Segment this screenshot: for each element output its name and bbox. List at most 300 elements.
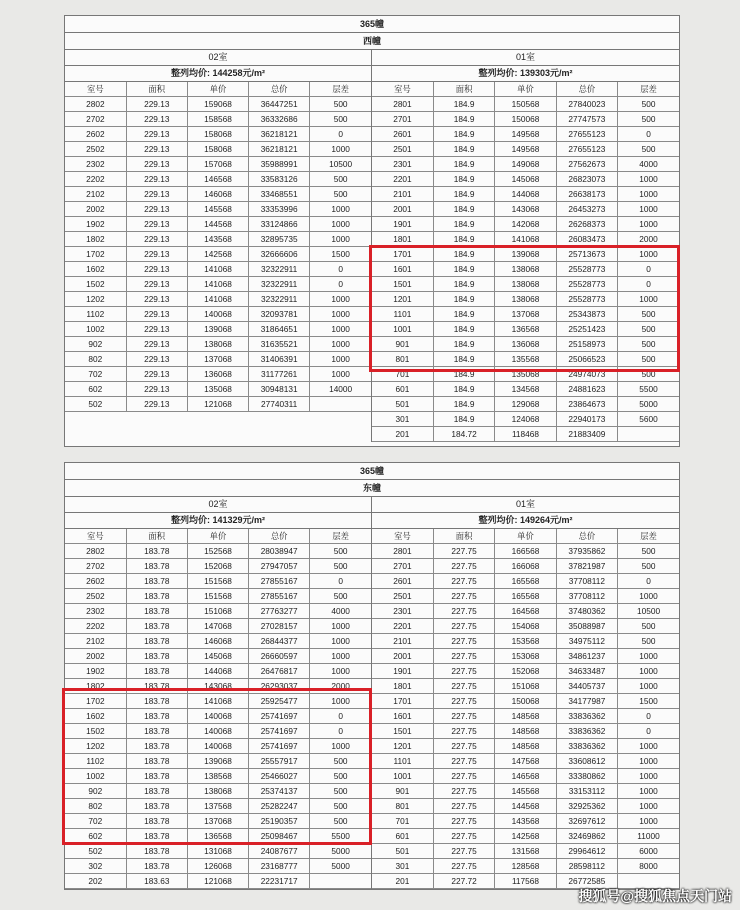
table-row	[372, 844, 679, 859]
cell: 137068	[495, 307, 556, 322]
table-row	[65, 664, 371, 679]
cell: 141068	[187, 277, 248, 292]
cell: 总价	[249, 82, 310, 97]
cell: 601	[372, 829, 433, 844]
cell: 36332686	[249, 112, 310, 127]
cell: 25741697	[249, 709, 310, 724]
cell: 701	[372, 367, 433, 382]
cell: 34405737	[556, 679, 617, 694]
cell: 229.13	[126, 217, 187, 232]
cell: 2101	[372, 634, 433, 649]
cell: 148568	[495, 739, 556, 754]
cell: 229.13	[126, 172, 187, 187]
cell: 25190357	[249, 814, 310, 829]
table-row	[372, 634, 679, 649]
cell: 142568	[495, 829, 556, 844]
cell: 227.75	[433, 799, 494, 814]
cell: 158068	[187, 142, 248, 157]
cell: 183.78	[126, 829, 187, 844]
cell: 室号	[372, 82, 433, 97]
cell: 1202	[65, 292, 126, 307]
cell: 184.9	[433, 292, 494, 307]
cell: 1801	[372, 232, 433, 247]
table-row	[65, 604, 371, 619]
cell: 500	[618, 352, 679, 367]
cell: 24974073	[556, 367, 617, 382]
cell: 500	[618, 367, 679, 382]
cell: 138068	[187, 337, 248, 352]
cell: 2802	[65, 97, 126, 112]
cell: 1000	[310, 634, 371, 649]
cell: 26453273	[556, 202, 617, 217]
table-row	[372, 814, 679, 829]
cell: 1000	[618, 202, 679, 217]
cell: 1801	[372, 679, 433, 694]
cell: 34633487	[556, 664, 617, 679]
table-row	[65, 337, 371, 352]
cell: 129068	[495, 397, 556, 412]
cell: 500	[310, 799, 371, 814]
table-row	[372, 664, 679, 679]
cell: 158068	[187, 127, 248, 142]
cell: 500	[310, 187, 371, 202]
cell: 138068	[495, 277, 556, 292]
cell: 1000	[618, 649, 679, 664]
table-row	[372, 172, 679, 187]
cell: 141068	[187, 292, 248, 307]
cell: 144068	[187, 664, 248, 679]
cell: 32895735	[249, 232, 310, 247]
cell: 1000	[618, 589, 679, 604]
cell: 25528773	[556, 277, 617, 292]
cell: 27747573	[556, 112, 617, 127]
cell: 150068	[495, 694, 556, 709]
cell: 138568	[187, 769, 248, 784]
cell: 901	[372, 337, 433, 352]
table-row	[372, 142, 679, 157]
cell: 1201	[372, 292, 433, 307]
cell: 35988991	[249, 157, 310, 172]
cell: 0	[618, 262, 679, 277]
cell: 32469862	[556, 829, 617, 844]
cell: 500	[310, 754, 371, 769]
cell: 26660597	[249, 649, 310, 664]
cell: 14000	[310, 382, 371, 397]
cell	[310, 397, 371, 412]
cell: 502	[65, 397, 126, 412]
table-row	[65, 262, 371, 277]
cell: 32322911	[249, 262, 310, 277]
cell: 601	[372, 382, 433, 397]
cell: 1702	[65, 694, 126, 709]
cell: 229.13	[126, 97, 187, 112]
cell: 183.78	[126, 619, 187, 634]
cell: 500	[618, 142, 679, 157]
cell: 室号	[65, 529, 126, 544]
cell: 229.13	[126, 157, 187, 172]
cell: 1000	[310, 619, 371, 634]
cell: 1000	[310, 664, 371, 679]
cell: 227.75	[433, 739, 494, 754]
cell: 1000	[618, 814, 679, 829]
table-row	[65, 634, 371, 649]
table-row	[372, 574, 679, 589]
cell: 25343873	[556, 307, 617, 322]
cell: 37708112	[556, 589, 617, 604]
cell: 33608612	[556, 754, 617, 769]
cell: 2502	[65, 142, 126, 157]
cell: 1500	[310, 247, 371, 262]
cell: 25528773	[556, 292, 617, 307]
cell: 229.13	[126, 292, 187, 307]
cell: 701	[372, 814, 433, 829]
cell: 150068	[495, 112, 556, 127]
cell: 25528773	[556, 262, 617, 277]
cell: 184.9	[433, 262, 494, 277]
cell: 184.9	[433, 142, 494, 157]
cell: 229.13	[126, 307, 187, 322]
cell: 164568	[495, 604, 556, 619]
cell: 33836362	[556, 709, 617, 724]
cell: 141068	[187, 694, 248, 709]
cell: 10500	[618, 604, 679, 619]
table-row	[65, 619, 371, 634]
cell: 184.9	[433, 127, 494, 142]
cell: 4000	[310, 604, 371, 619]
cell: 单价	[495, 529, 556, 544]
cell: 1500	[618, 694, 679, 709]
cell: 27655123	[556, 127, 617, 142]
cell: 24087677	[249, 844, 310, 859]
cell: 37480362	[556, 604, 617, 619]
cell: 229.13	[126, 127, 187, 142]
table-row	[65, 382, 371, 397]
cell: 室号	[65, 82, 126, 97]
cell: 602	[65, 382, 126, 397]
cell: 146568	[187, 172, 248, 187]
cell: 500	[618, 112, 679, 127]
cell: 1000	[310, 322, 371, 337]
cell: 层差	[310, 529, 371, 544]
cell: 183.78	[126, 784, 187, 799]
cell: 227.75	[433, 784, 494, 799]
cell: 1000	[618, 739, 679, 754]
cell: 5000	[310, 859, 371, 874]
cell: 157068	[187, 157, 248, 172]
cell: 25251423	[556, 322, 617, 337]
cell: 118468	[495, 427, 556, 442]
cell: 229.13	[126, 202, 187, 217]
cell: 183.78	[126, 859, 187, 874]
cell: 8000	[618, 859, 679, 874]
cell: 500	[310, 769, 371, 784]
cell: 32697612	[556, 814, 617, 829]
price-table	[372, 529, 679, 889]
cell: 26638173	[556, 187, 617, 202]
cell: 2202	[65, 172, 126, 187]
cell: 单价	[187, 529, 248, 544]
cell: 2802	[65, 544, 126, 559]
cell: 33353996	[249, 202, 310, 217]
cell: 23168777	[249, 859, 310, 874]
table-row	[65, 352, 371, 367]
cell: 6000	[618, 844, 679, 859]
cell: 227.75	[433, 649, 494, 664]
cell: 184.9	[433, 367, 494, 382]
cell: 153568	[495, 634, 556, 649]
cell: 1602	[65, 262, 126, 277]
table-row	[65, 397, 371, 412]
cell: 1000	[310, 142, 371, 157]
cell: 0	[310, 709, 371, 724]
cell: 32925362	[556, 799, 617, 814]
cell: 149568	[495, 142, 556, 157]
cell: 1101	[372, 754, 433, 769]
cell: 26476817	[249, 664, 310, 679]
cell: 35088987	[556, 619, 617, 634]
table-row	[372, 799, 679, 814]
cell: 202	[65, 874, 126, 889]
cell: 184.9	[433, 187, 494, 202]
cell: 184.9	[433, 217, 494, 232]
cell: 2601	[372, 574, 433, 589]
cell: 2202	[65, 619, 126, 634]
cell: 144568	[495, 799, 556, 814]
cell: 153068	[495, 649, 556, 664]
table-row	[372, 649, 679, 664]
cell: 152068	[495, 664, 556, 679]
cell: 22231717	[249, 874, 310, 889]
cell: 37935862	[556, 544, 617, 559]
cell: 902	[65, 784, 126, 799]
cell: 1201	[372, 739, 433, 754]
cell: 500	[618, 634, 679, 649]
room-label: 02室	[65, 50, 371, 66]
cell: 146568	[495, 769, 556, 784]
cell: 33836362	[556, 739, 617, 754]
cell: 229.13	[126, 247, 187, 262]
watermark: 搜狐号@搜狐焦点天门站	[578, 888, 732, 904]
cell: 23864673	[556, 397, 617, 412]
cell: 152568	[187, 544, 248, 559]
cell: 25158973	[556, 337, 617, 352]
cell: 149068	[495, 157, 556, 172]
cell: 146068	[187, 634, 248, 649]
cell: 152068	[187, 559, 248, 574]
cell: 229.13	[126, 367, 187, 382]
cell: 500	[310, 589, 371, 604]
cell: 2101	[372, 187, 433, 202]
cell: 143068	[495, 202, 556, 217]
cell: 25557917	[249, 754, 310, 769]
table-row	[372, 187, 679, 202]
cell: 2502	[65, 589, 126, 604]
table-row	[65, 232, 371, 247]
cell: 2102	[65, 187, 126, 202]
cell	[618, 427, 679, 442]
table-row	[65, 844, 371, 859]
table-row	[372, 754, 679, 769]
cell: 27028157	[249, 619, 310, 634]
cell: 501	[372, 844, 433, 859]
cell: 25466027	[249, 769, 310, 784]
room-01-section	[372, 497, 679, 889]
cell: 层差	[310, 82, 371, 97]
cell: 184.9	[433, 322, 494, 337]
cell: 33124866	[249, 217, 310, 232]
cell: 151568	[187, 574, 248, 589]
table-row	[372, 784, 679, 799]
table-row	[372, 202, 679, 217]
cell: 229.13	[126, 112, 187, 127]
cell: 184.9	[433, 232, 494, 247]
cell: 1902	[65, 217, 126, 232]
cell: 227.75	[433, 574, 494, 589]
cell: 500	[310, 97, 371, 112]
cell: 面积	[433, 529, 494, 544]
cell: 151568	[187, 589, 248, 604]
table-row	[372, 559, 679, 574]
cell: 面积	[126, 529, 187, 544]
cell: 500	[618, 322, 679, 337]
table-row	[372, 679, 679, 694]
room-label: 02室	[65, 497, 371, 513]
cell: 128568	[495, 859, 556, 874]
cell: 143068	[187, 679, 248, 694]
table-row	[65, 202, 371, 217]
cell: 36447251	[249, 97, 310, 112]
cell: 148568	[495, 709, 556, 724]
cell: 138068	[495, 262, 556, 277]
table-row	[372, 97, 679, 112]
cell: 144068	[495, 187, 556, 202]
cell: 802	[65, 352, 126, 367]
cell: 室号	[372, 529, 433, 544]
cell: 26772585	[556, 874, 617, 889]
cell: 33380862	[556, 769, 617, 784]
table-row	[372, 427, 679, 442]
wing-title: 东幢	[65, 480, 679, 497]
cell: 1002	[65, 769, 126, 784]
cell: 1501	[372, 724, 433, 739]
cell: 138068	[187, 784, 248, 799]
cell: 151068	[187, 604, 248, 619]
cell: 2001	[372, 202, 433, 217]
cell: 158568	[187, 112, 248, 127]
cell: 25741697	[249, 739, 310, 754]
cell: 1000	[618, 784, 679, 799]
cell: 227.75	[433, 589, 494, 604]
cell: 901	[372, 784, 433, 799]
cell: 142568	[187, 247, 248, 262]
cell: 117568	[495, 874, 556, 889]
cell: 27840023	[556, 97, 617, 112]
cell: 33153112	[556, 784, 617, 799]
table-row	[372, 382, 679, 397]
cell: 2102	[65, 634, 126, 649]
cell: 34975112	[556, 634, 617, 649]
cell: 136568	[495, 322, 556, 337]
cell: 1000	[310, 739, 371, 754]
cell: 1000	[618, 769, 679, 784]
cell: 154068	[495, 619, 556, 634]
cell: 37708112	[556, 574, 617, 589]
cell: 32093781	[249, 307, 310, 322]
cell: 1101	[372, 307, 433, 322]
cell: 27855167	[249, 574, 310, 589]
cell: 2601	[372, 127, 433, 142]
cell: 5000	[618, 397, 679, 412]
cell: 2301	[372, 157, 433, 172]
header-row	[372, 529, 679, 544]
cell: 183.78	[126, 754, 187, 769]
cell: 26268373	[556, 217, 617, 232]
cell: 0	[618, 277, 679, 292]
cell: 28038947	[249, 544, 310, 559]
table-row	[372, 397, 679, 412]
cell: 137068	[187, 352, 248, 367]
cell: 141068	[187, 262, 248, 277]
cell: 1502	[65, 724, 126, 739]
table-row	[372, 412, 679, 427]
cell: 166568	[495, 544, 556, 559]
cell: 184.9	[433, 307, 494, 322]
table-row	[65, 367, 371, 382]
cell: 121068	[187, 874, 248, 889]
table-row	[65, 559, 371, 574]
table-row	[65, 307, 371, 322]
cell: 26823073	[556, 172, 617, 187]
table-row	[372, 604, 679, 619]
cell: 500	[310, 559, 371, 574]
cell: 1000	[310, 367, 371, 382]
cell: 1802	[65, 232, 126, 247]
cell: 183.78	[126, 844, 187, 859]
cell: 1000	[310, 217, 371, 232]
cell: 1601	[372, 262, 433, 277]
cell: 0	[618, 709, 679, 724]
cell: 184.9	[433, 157, 494, 172]
cell: 34177987	[556, 694, 617, 709]
table-row	[372, 859, 679, 874]
cell: 21883409	[556, 427, 617, 442]
table-row	[372, 769, 679, 784]
cell: 183.78	[126, 544, 187, 559]
cell: 面积	[433, 82, 494, 97]
cell: 25098467	[249, 829, 310, 844]
cell: 183.78	[126, 679, 187, 694]
cell	[310, 874, 371, 889]
cell: 1602	[65, 709, 126, 724]
cell: 2602	[65, 127, 126, 142]
cell: 144568	[187, 217, 248, 232]
cell: 层差	[618, 529, 679, 544]
cell: 31635521	[249, 337, 310, 352]
room-label: 01室	[372, 50, 679, 66]
cell: 184.9	[433, 412, 494, 427]
cell: 1102	[65, 307, 126, 322]
table-row	[65, 589, 371, 604]
cell: 227.75	[433, 859, 494, 874]
cell: 11000	[618, 829, 679, 844]
table-row	[65, 544, 371, 559]
cell: 131568	[495, 844, 556, 859]
cell: 1000	[618, 172, 679, 187]
cell: 227.75	[433, 709, 494, 724]
table-row	[65, 874, 371, 889]
cell: 1901	[372, 664, 433, 679]
cell: 1001	[372, 769, 433, 784]
